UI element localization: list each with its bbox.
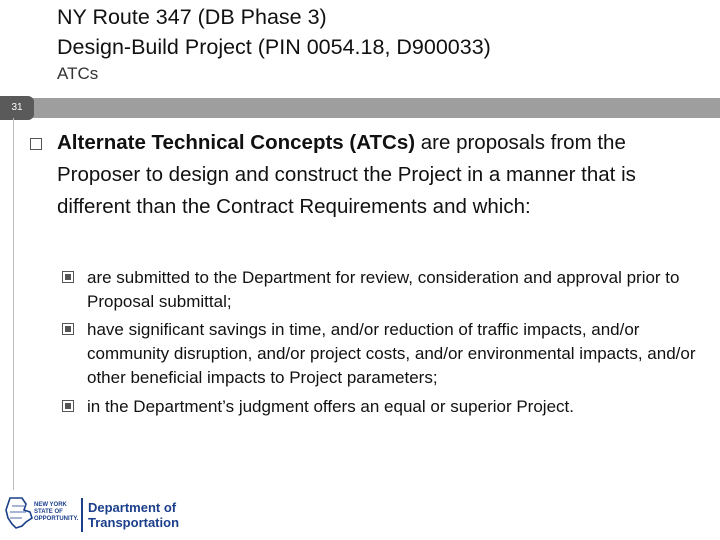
nysdot-logo [0,492,190,538]
logo-department-text [88,500,179,530]
main-paragraph [57,127,707,223]
slide-number: 31 [0,96,34,120]
new-york-state-icon [4,496,34,532]
list-item-text: have significant savings in time, and/or reduction of traffic impacts, and/or community disruption, and/or project costs, and/or environmental impacts, and/or other beneficial impacts to Project parameters; [87,320,696,387]
list-item [62,266,712,314]
page-title-line-2: Design-Build Project (PIN 0054.18, D900033) [57,35,491,59]
logo-dept-line-2: Transportation [88,515,180,530]
sub-bullet-list [62,266,712,423]
left-rule [13,118,14,490]
list-item [62,395,712,419]
logo-state-text: NEW YORK STATE OF OPPORTUNITY. [34,502,79,522]
title-block [57,2,491,85]
list-item-text: are submitted to the Department for review, consideration and approval prior to Proposal submittal; [87,268,680,311]
slide-divider-bar [0,98,720,118]
page-title-line-1: NY Route 347 (DB Phase 3) [57,5,327,29]
list-item-text: in the Department’s judgment offers an equal or superior Project. [87,397,574,416]
main-bold-term: Alternate Technical Concepts (ATCs) [57,131,416,154]
logo-divider [81,498,83,532]
list-item [62,318,712,390]
square-bullet-icon [62,400,74,412]
main-bullet-icon [30,138,42,150]
main-paragraph-text: are proposals from the Proposer to design and construct the Project in a manner that is different than the Contract Requirements and which: [57,131,636,218]
square-bullet-icon [62,271,74,283]
logo-dept-line-1: Department of [88,500,177,515]
page-subtitle: ATCs [57,64,99,83]
square-bullet-icon [62,323,74,335]
